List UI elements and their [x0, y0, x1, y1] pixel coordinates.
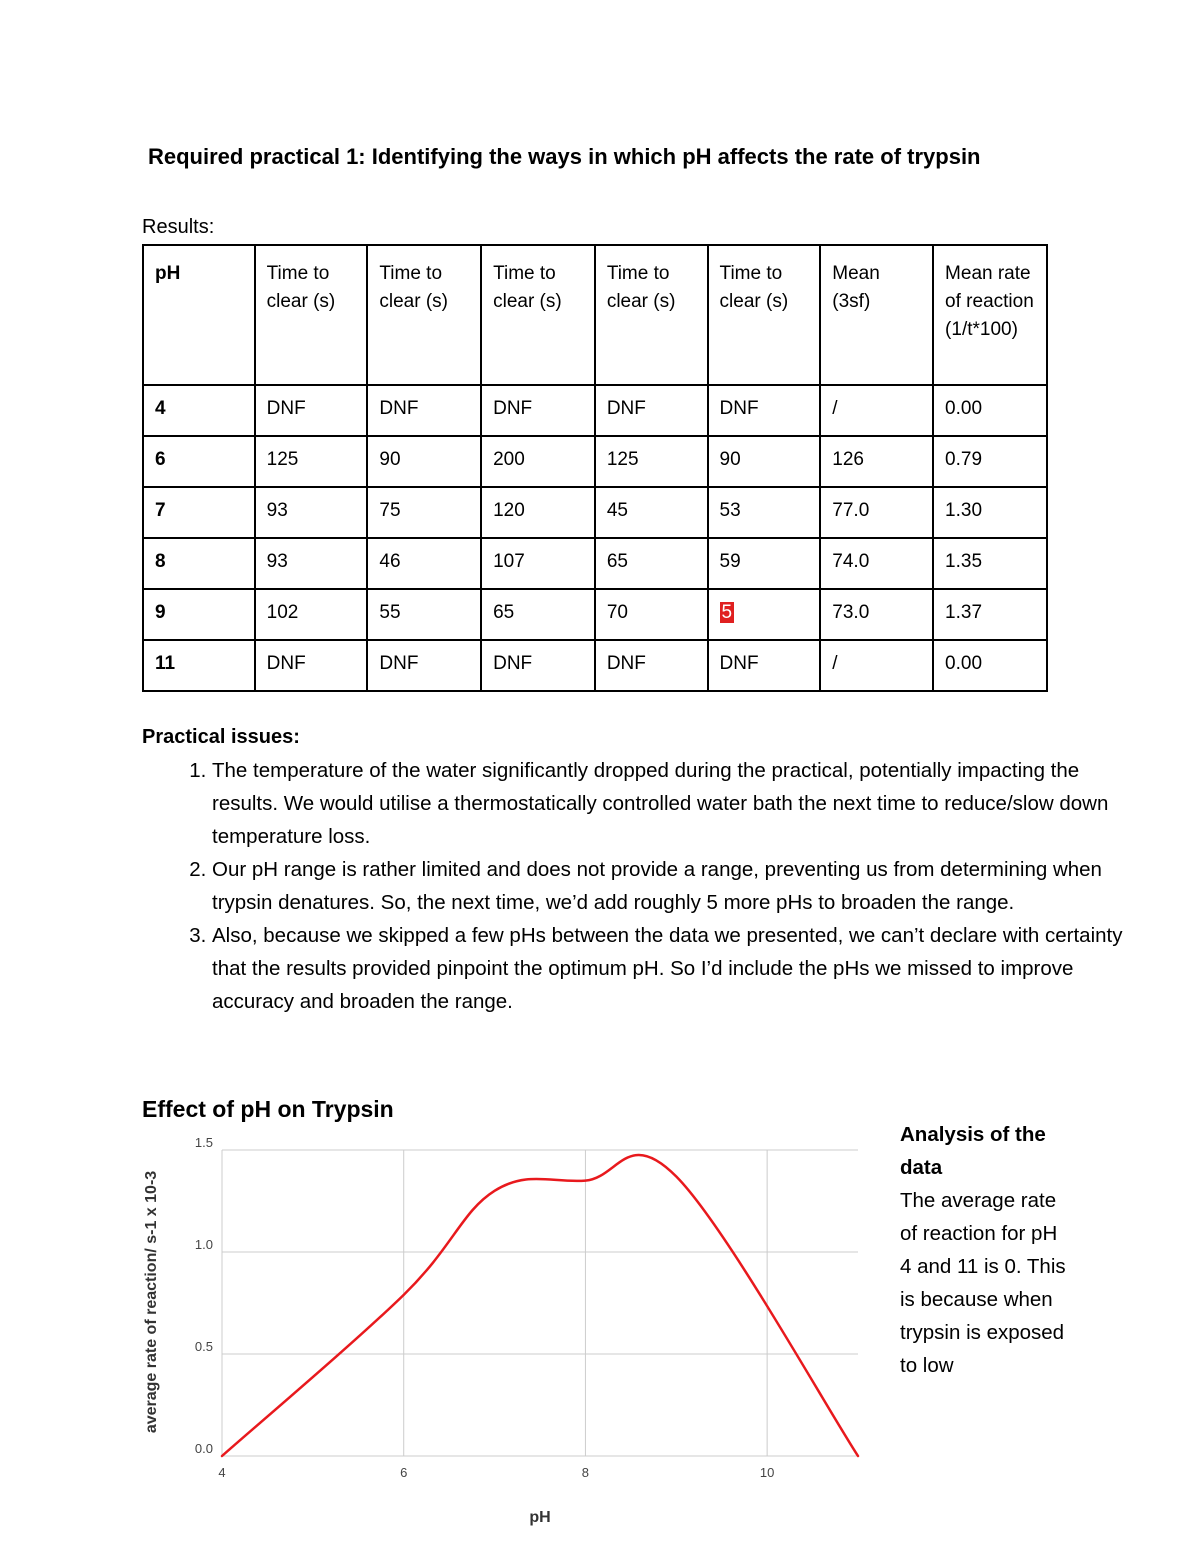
table-row [143, 436, 1047, 487]
cell: DNF [255, 640, 368, 691]
cell: DNF [255, 385, 368, 436]
header-time-2: Time to clear (s) [367, 245, 481, 385]
cell: 74.0 [820, 538, 933, 589]
cell-anomaly [708, 589, 821, 640]
anomaly-highlight: 5 [721, 602, 733, 623]
x-tick-label: 4 [218, 1465, 226, 1480]
cell: 55 [367, 589, 481, 640]
cell: 46 [367, 538, 481, 589]
table-row [143, 538, 1047, 589]
results-table [142, 244, 1048, 692]
header-time-4: Time to clear (s) [595, 245, 708, 385]
cell: 73.0 [820, 589, 933, 640]
y-tick-label: 0.5 [194, 1339, 213, 1354]
issues-title: Practical issues: [142, 726, 300, 748]
list-item: 2. Our pH range is rather limited and does not provide a range, preventing us from determining when trypsin denatures. So, the next time, we’d add roughly 5 more pHs to broaden the range. [212, 853, 1142, 919]
page-title: Required practical 1: Identifying the ways in which pH affects the rate of trypsin [148, 144, 981, 169]
cell: DNF [708, 385, 821, 436]
cell-ph: 11 [143, 640, 255, 691]
cell: 125 [595, 436, 708, 487]
cell: 75 [367, 487, 481, 538]
table-row [143, 487, 1047, 538]
analysis-title: Analysis of the data [900, 1123, 1046, 1179]
y-axis-label: average rate of reaction/ s-1 x 10-3 [143, 1170, 160, 1434]
header-time-5: Time to clear (s) [708, 245, 821, 385]
cell: 1.37 [933, 589, 1047, 640]
cell: 45 [595, 487, 708, 538]
cell: 65 [481, 589, 595, 640]
cell: 90 [708, 436, 821, 487]
x-tick-label: 10 [759, 1465, 775, 1480]
results-label: Results: [142, 216, 215, 238]
cell-ph: 9 [143, 589, 255, 640]
cell: DNF [481, 385, 595, 436]
cell: 0.00 [933, 385, 1047, 436]
header-time-1: Time to clear (s) [255, 245, 368, 385]
cell: 200 [481, 436, 595, 487]
cell: / [820, 385, 933, 436]
x-axis-label: pH [529, 1509, 551, 1526]
cell: 1.35 [933, 538, 1047, 589]
cell: 53 [708, 487, 821, 538]
cell: 77.0 [820, 487, 933, 538]
cell: DNF [595, 385, 708, 436]
header-ph: pH [143, 245, 255, 385]
line-chart [130, 1130, 875, 1540]
cell: 93 [255, 538, 368, 589]
y-tick-label: 1.0 [194, 1237, 213, 1252]
cell-ph: 6 [143, 436, 255, 487]
cell: 125 [255, 436, 368, 487]
cell: 59 [708, 538, 821, 589]
chart-title: Effect of pH on Trypsin [142, 1096, 394, 1122]
list-item: 1. The temperature of the water significantly dropped during the practical, potentially impacting the results. We would utilise a thermostatically controlled water bath the next time to reduce/slow down temperature loss. [212, 754, 1142, 853]
analysis-section [900, 1118, 1070, 1382]
cell: DNF [708, 640, 821, 691]
y-tick-label: 0.0 [194, 1441, 213, 1456]
table-row [143, 385, 1047, 436]
cell: DNF [595, 640, 708, 691]
cell: 90 [367, 436, 481, 487]
cell: 93 [255, 487, 368, 538]
x-tick-label: 6 [400, 1465, 408, 1480]
cell: 126 [820, 436, 933, 487]
cell: 1.30 [933, 487, 1047, 538]
cell-ph: 8 [143, 538, 255, 589]
analysis-text: The average rate of reaction for pH 4 and 11 is 0. This is because when trypsin is exposed to low [900, 1189, 1066, 1377]
cell-ph: 7 [143, 487, 255, 538]
header-mean: Mean (3sf) [820, 245, 933, 385]
cell: 107 [481, 538, 595, 589]
header-time-3: Time to clear (s) [481, 245, 595, 385]
cell: 70 [595, 589, 708, 640]
table-row [143, 640, 1047, 691]
table-header-row [143, 245, 1047, 385]
x-tick-label: 8 [581, 1465, 590, 1480]
table-row [143, 589, 1047, 640]
cell: 102 [255, 589, 368, 640]
y-tick-label: 1.5 [194, 1135, 213, 1150]
cell: 0.79 [933, 436, 1047, 487]
series-line [222, 1155, 858, 1456]
cell: DNF [367, 640, 481, 691]
header-mean-rate: Mean rate of reaction (1/t*100) [933, 245, 1047, 385]
cell: 65 [595, 538, 708, 589]
cell: DNF [481, 640, 595, 691]
list-item: 3. Also, because we skipped a few pHs between the data we presented, we can’t declare with certainty that the results provided pinpoint the optimum pH. So I’d include the pHs we missed to improve accuracy and broaden the range. [212, 919, 1142, 1018]
cell: DNF [367, 385, 481, 436]
cell: 120 [481, 487, 595, 538]
cell: / [820, 640, 933, 691]
cell-ph: 4 [143, 385, 255, 436]
issues-list [142, 754, 1142, 1018]
cell: 0.00 [933, 640, 1047, 691]
